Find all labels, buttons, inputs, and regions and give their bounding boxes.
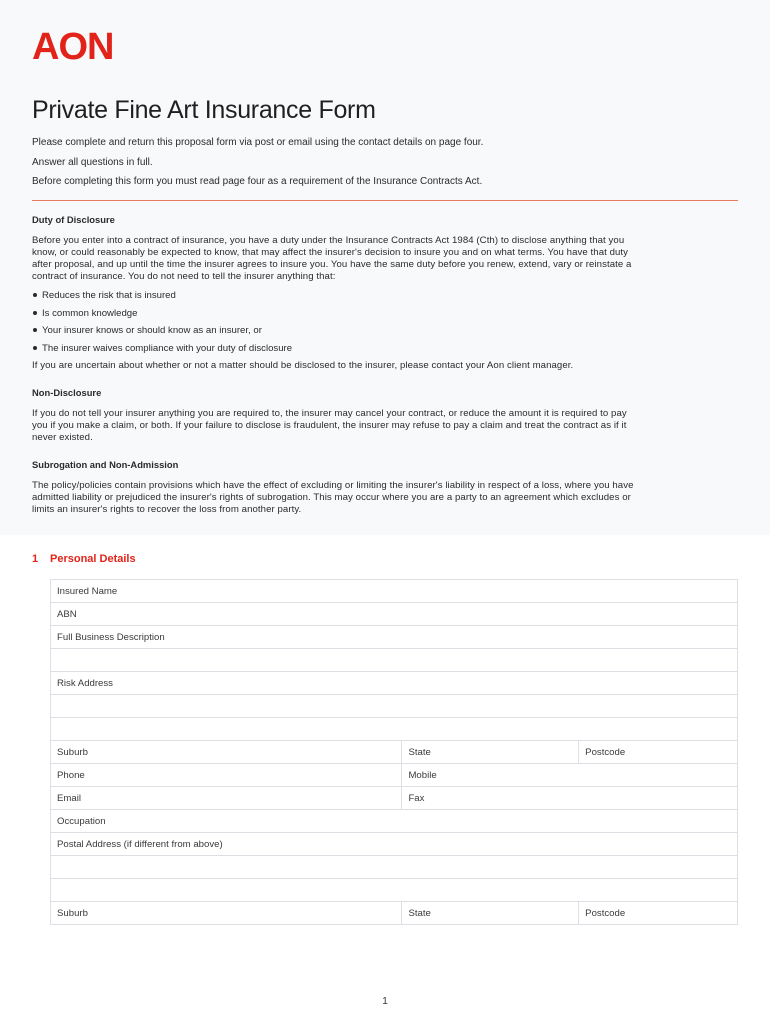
business-description-field[interactable]: Full Business Description [51,626,738,649]
intro-instructions [32,137,732,196]
personal-details-form [50,579,738,925]
postal-address-field[interactable]: Postal Address (if different from above) [51,833,738,856]
page-title: Private Fine Art Insurance Form [32,96,376,124]
postal-address-line-2-field[interactable] [51,856,738,879]
aon-logo: AON [32,26,114,68]
postcode-field[interactable]: Postcode [579,741,738,764]
postal-suburb-field[interactable]: Suburb [51,902,402,925]
duty-closing-paragraph: If you are uncertain about whether or not a matter should be disclosed to the insurer, please contact your Aon client manager. [32,360,574,371]
state-field[interactable]: State [402,741,579,764]
risk-address-line-3-field[interactable] [51,718,738,741]
list-item: Reduces the risk that is insured [32,290,644,301]
section-divider [32,200,738,201]
duty-of-disclosure-paragraph: Before you enter into a contract of insurance, you have a duty under the Insurance Contracts Act 1984 (Cth) to disclose anything that you know, or could reasonably be expected to know, that may affect the insurer's decision to insure you and on what terms. You have that duty after proposal, and up until the time the insurer agrees to insure you. You have the same duty before you renew, extend, vary or reinstate a contract of insurance. You do not need to tell the insurer anything that: [32,235,632,282]
postal-postcode-field[interactable]: Postcode [579,902,738,925]
risk-address-line-2-field[interactable] [51,695,738,718]
mobile-field[interactable]: Mobile [402,764,738,787]
insured-name-field[interactable]: Insured Name [51,580,738,603]
phone-field[interactable]: Phone [51,764,402,787]
section-title: Personal Details [50,553,136,565]
disclosure-exceptions-list [32,290,644,354]
subrogation-paragraph: The policy/policies contain provisions which have the effect of excluding or limiting the insurer's liability in respect of a loss, where you have admitted liability or prejudiced the insurer's rights of subrogation. This may occur where you are a party to an agreement which excludes or limits an insurer's rights to recover the loss from another party. [32,480,634,515]
non-disclosure-heading: Non-Disclosure [32,387,102,398]
intro-line: Please complete and return this proposal form via post or email using the contact details on page four. [32,137,484,148]
disclosure-information [32,214,644,523]
occupation-field[interactable]: Occupation [51,810,738,833]
postal-address-line-3-field[interactable] [51,879,738,902]
duty-of-disclosure-heading: Duty of Disclosure [32,214,115,225]
list-item: Is common knowledge [32,308,644,319]
subrogation-heading: Subrogation and Non-Admission [32,459,179,470]
intro-line: Before completing this form you must read page four as a requirement of the Insurance Contracts Act. [32,176,483,187]
email-field[interactable]: Email [51,787,402,810]
risk-address-field[interactable]: Risk Address [51,672,738,695]
list-item: Your insurer knows or should know as an insurer, or [32,325,644,336]
personal-details-heading [32,553,136,565]
non-disclosure-paragraph: If you do not tell your insurer anything you are required to, the insurer may cancel your contract, or reduce the amount it is required to pay you if you make a claim, or both. If your failure to disclose is fraudulent, the insurer may refuse to pay a claim and treat the contract as if it never existed. [32,408,627,443]
intro-line: Answer all questions in full. [32,156,153,168]
section-number: 1 [32,553,39,565]
abn-field[interactable]: ABN [51,603,738,626]
postal-state-field[interactable]: State [402,902,579,925]
suburb-field[interactable]: Suburb [51,741,402,764]
fax-field[interactable]: Fax [402,787,738,810]
list-item: The insurer waives compliance with your duty of disclosure [32,343,644,354]
business-description-continued-field[interactable] [51,649,738,672]
page-number: 1 [382,996,388,1007]
